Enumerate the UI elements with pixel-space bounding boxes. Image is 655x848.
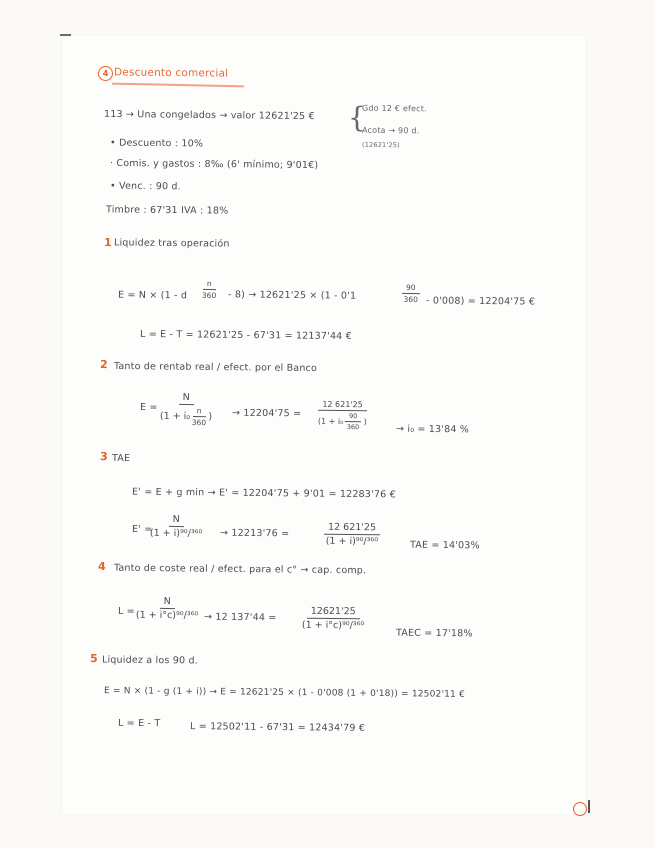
s2-right-den-frac-num: 90 <box>345 412 361 422</box>
s3-arrow-value: → 12213'76 = <box>219 527 290 540</box>
s5-line-1: E = N × (1 - g (1 + i)) → E = 12621'25 × (1 - 0'008 (1 + 0'18)) = 12502'11 € <box>103 686 466 700</box>
section-5-number: 5 <box>89 651 98 666</box>
section-circle-number: 4 <box>98 66 113 81</box>
s2-arrow-value: → 12204'75 = <box>231 407 302 420</box>
s2-left-den: (1 + i₀ $\frac{n}{360}$ ) <box>159 406 213 428</box>
s3-left-den: (1 + i)⁹⁰/³⁶⁰ <box>149 527 203 540</box>
s4-fraction-right <box>302 606 365 632</box>
s2-right-num: 12 621'25 <box>318 400 366 412</box>
s2-result: → i₀ = 13'84 % <box>395 423 470 436</box>
s2-lhs: E = <box>139 401 158 414</box>
s5-line-2b: L = 12502'11 - 67'31 = 12434'79 € <box>189 721 366 734</box>
s1-formula-end: - 0'008) = 12204'75 € <box>425 295 536 308</box>
s1-formula-mid: - 8) → 12621'25 × (1 - 0'1 <box>227 289 357 302</box>
s5-line-2a: L = E - T <box>117 717 161 730</box>
section-5-title: Liquidez a los 90 d. <box>101 654 198 667</box>
intro-branch-2: Acota → 90 d. <box>361 125 420 136</box>
s3-line-1: E' = E + g min → E' = 12204'75 + 9'01 = 12283'76 € <box>131 486 396 501</box>
s1-formula-lhs: E = N × (1 - d <box>117 289 188 302</box>
s4-right-num: 12621'25 <box>307 606 360 620</box>
intro-branch-1: Gdo 12 € efect. <box>361 103 427 114</box>
page-corner-circle <box>573 802 587 816</box>
s2-right-den-frac-den: 360 <box>347 422 360 432</box>
section-3-number: 3 <box>99 449 108 464</box>
s3-right-num: 12 621'25 <box>324 522 380 536</box>
section-4-number: 4 <box>97 559 106 574</box>
s1-fraction-1 <box>202 279 217 300</box>
s4-left-den: (1 + i°c)⁹⁰/³⁶⁰ <box>135 609 199 622</box>
section-4-title: Tanto de coste real / efect. para el c° → cap. comp. <box>113 562 367 577</box>
page-corner-mark <box>588 800 590 813</box>
s1-liquidez-line: L = E - T = 12621'25 - 67'31 = 12137'44 € <box>139 328 352 343</box>
section-1-title: Liquidez tras operación <box>113 237 230 250</box>
s1-frac1-den: 360 <box>201 290 217 301</box>
intro-line-1: 113 → Una congelados → valor 12621'25 € <box>103 108 315 123</box>
s3-fraction-right <box>324 522 380 548</box>
s2-right-den-frac <box>345 412 362 431</box>
s2-left-den-text: (1 + i₀ <box>159 410 191 423</box>
s3-right-den: (1 + i)⁹⁰/³⁶⁰ <box>325 535 379 548</box>
section-2-title: Tanto de rentab real / efect. por el Banco <box>113 360 318 375</box>
s2-fraction-left <box>160 392 213 428</box>
s2-right-den: (1 + i₀ $\frac{90}{360}$ ) <box>317 412 367 432</box>
s4-lhs: L = <box>117 605 135 618</box>
s1-fraction-2 <box>402 283 420 304</box>
s4-left-num: N <box>160 596 175 609</box>
section-3-title: TAE <box>111 452 131 465</box>
s4-result: TAEC = 17'18% <box>395 627 473 640</box>
s2-left-num: N <box>179 392 194 405</box>
s3-fraction-left <box>150 514 203 540</box>
intro-timbre: Timbre : 67'31 IVA : 18% <box>105 204 229 217</box>
s1-frac2-num: 90 <box>402 283 420 294</box>
s1-frac2-den: 360 <box>403 294 418 305</box>
s4-arrow-value: → 12 137'44 = <box>203 611 277 624</box>
s2-left-den-frac-den: 360 <box>191 417 207 428</box>
intro-vencimiento: • Venc. : 90 d. <box>109 180 181 193</box>
s4-fraction-left <box>136 596 199 622</box>
s2-left-den-frac-num: n <box>193 406 206 417</box>
s2-fraction-right <box>318 400 367 432</box>
s3-left-num: N <box>169 514 184 527</box>
section-1-number: 1 <box>103 235 112 250</box>
s1-frac1-num: n <box>203 279 216 290</box>
intro-branch-3: (12621'25) <box>361 140 400 150</box>
s4-right-den: (1 + i°c)⁹⁰/³⁶⁰ <box>301 619 365 632</box>
s2-right-den-text: (1 + i₀ <box>317 416 344 427</box>
intro-descuento: • Descuento : 10% <box>109 137 204 150</box>
s3-result: TAE = 14'03% <box>409 539 480 552</box>
s3-lhs: E' = <box>131 523 153 536</box>
intro-comision: · Comis. y gastos : 8‰ (6' mínimo; 9'01€) <box>109 157 319 172</box>
section-2-number: 2 <box>99 357 108 372</box>
brace: { <box>348 101 366 134</box>
s2-left-den-frac <box>192 406 207 427</box>
page-title: Descuento comercial <box>113 66 229 80</box>
